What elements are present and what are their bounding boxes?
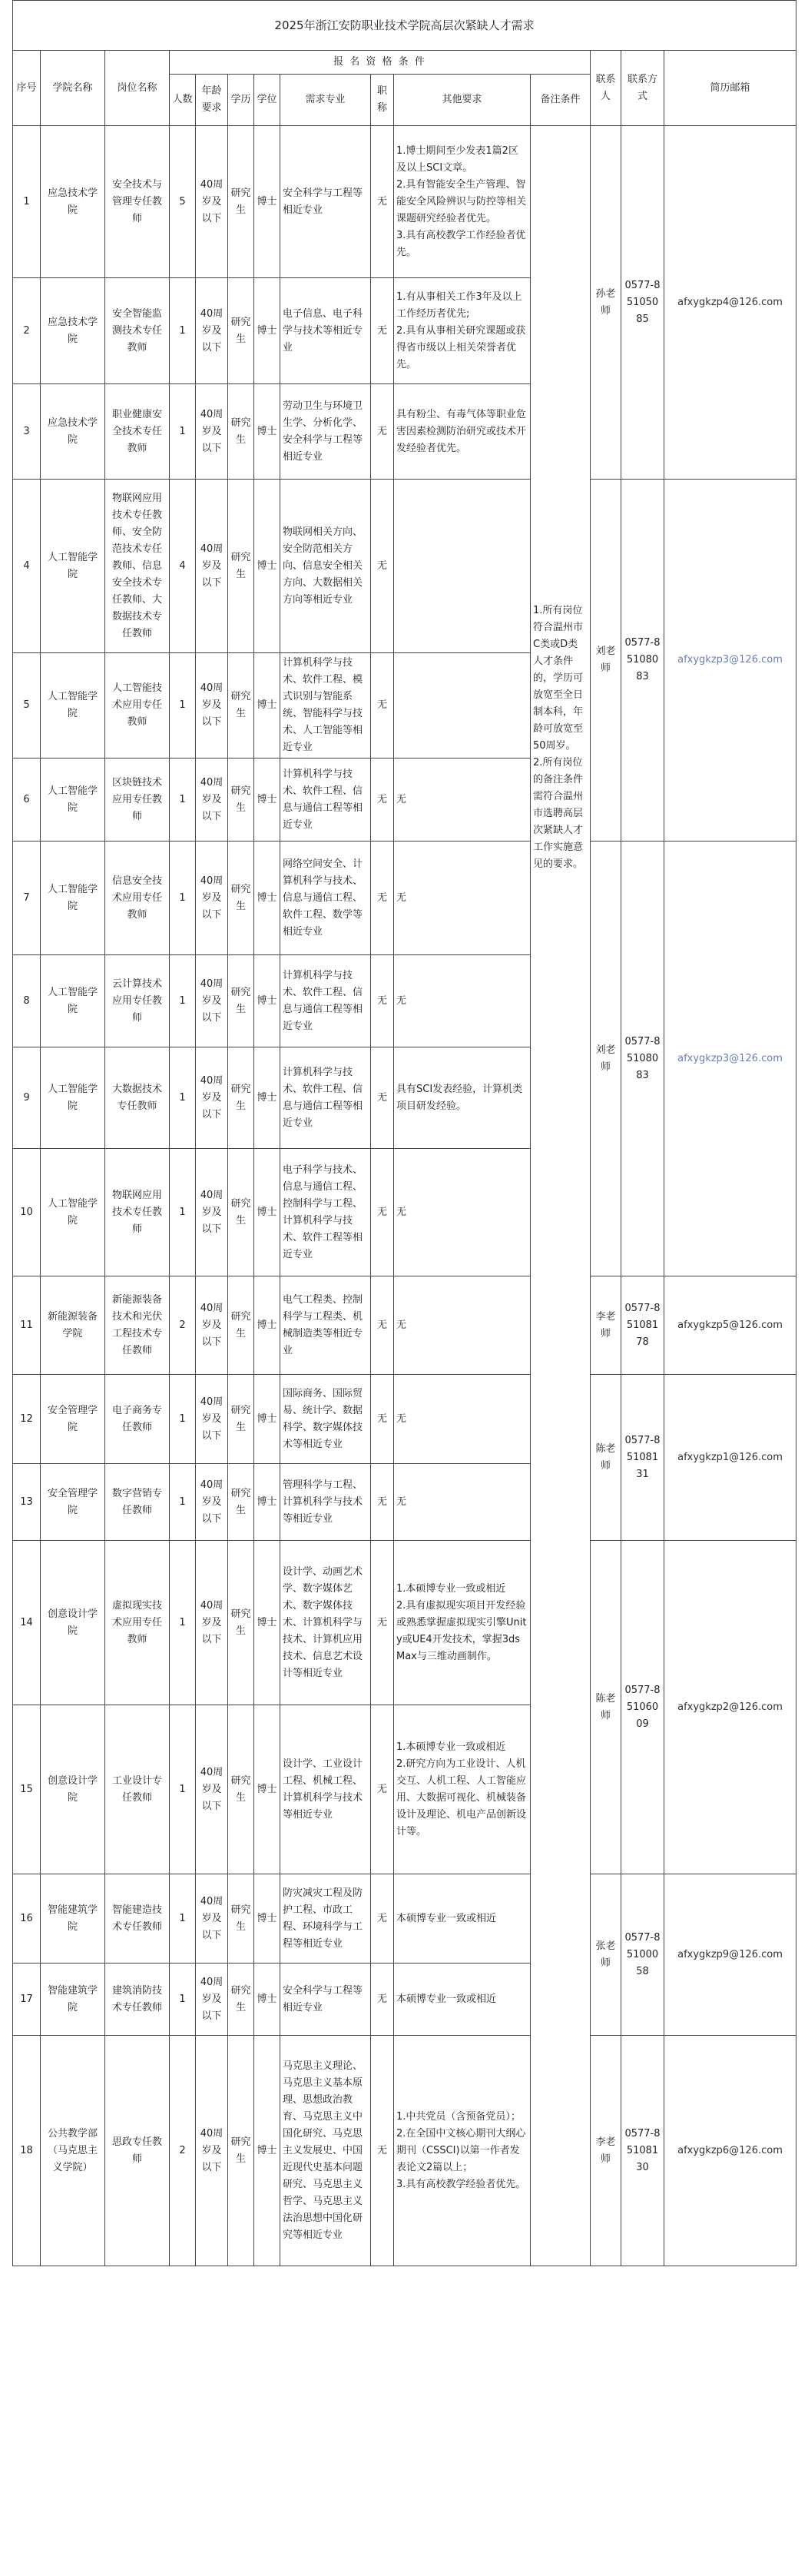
row-position: 虚拟现实技术应用专任教师 — [105, 1541, 170, 1705]
row-age: 40周岁及以下 — [196, 955, 228, 1047]
contact-name: 陈老师 — [591, 1375, 621, 1541]
row-title: 无 — [371, 1276, 394, 1375]
row-college: 应急技术学院 — [41, 384, 105, 480]
row-other: 无 — [394, 955, 531, 1047]
row-other: 无 — [394, 842, 531, 955]
row-college: 人工智能学院 — [41, 842, 105, 955]
row-college: 应急技术学院 — [41, 278, 105, 384]
row-title: 无 — [371, 1149, 394, 1276]
contact-email[interactable]: afxygkzp3@126.com — [664, 480, 796, 842]
row-college: 安全管理学院 — [41, 1464, 105, 1541]
row-count: 1 — [170, 1375, 196, 1464]
row-title: 无 — [371, 1874, 394, 1964]
row-college: 创意设计学院 — [41, 1705, 105, 1874]
row-college: 人工智能学院 — [41, 480, 105, 653]
contact-email: afxygkzp5@126.com — [664, 1276, 796, 1375]
row-degree: 博士 — [254, 1149, 280, 1276]
row-major: 劳动卫生与环境卫生学、分析化学、安全科学与工程等相近专业 — [280, 384, 371, 480]
table-row — [13, 126, 796, 278]
row-age: 40周岁及以下 — [196, 126, 228, 278]
row-age: 40周岁及以下 — [196, 1874, 228, 1964]
row-major: 安全科学与工程等相近专业 — [280, 126, 371, 278]
contact-email: afxygkzp1@126.com — [664, 1375, 796, 1541]
contact-name: 张老师 — [591, 1874, 621, 2036]
row-title: 无 — [371, 2036, 394, 2266]
header-other: 其他要求 — [394, 75, 531, 126]
row-major: 计算机科学与技术、软件工程、信息与通信工程等相近专业 — [280, 1047, 371, 1149]
row-position: 安全技术与管理专任教师 — [105, 126, 170, 278]
row-education: 研究生 — [228, 1964, 254, 2036]
row-major: 设计学、工业设计工程、机械工程、计算机科学与技术等相近专业 — [280, 1705, 371, 1874]
row-major: 防灾减灾工程及防护工程、市政工程、环境科学与工程等相近专业 — [280, 1874, 371, 1964]
row-index: 16 — [13, 1874, 41, 1964]
row-degree: 博士 — [254, 278, 280, 384]
row-other: 1.中共党员（含预备党员）； 2.在全国中文核心期刊大纲心期刊（CSSCI)以第一作者发表论文2篇以上； 3.具有高校教学经验者优先。 — [394, 2036, 531, 2266]
row-title: 无 — [371, 1541, 394, 1705]
recruitment-table — [12, 0, 796, 2266]
row-age: 40周岁及以下 — [196, 2036, 228, 2266]
row-title: 无 — [371, 384, 394, 480]
header-index: 序号 — [13, 51, 41, 126]
row-index: 12 — [13, 1375, 41, 1464]
row-count: 1 — [170, 1705, 196, 1874]
row-degree: 博士 — [254, 842, 280, 955]
header-education: 学历 — [228, 75, 254, 126]
table-row — [13, 1874, 796, 1964]
row-count: 1 — [170, 1047, 196, 1149]
table-row — [13, 480, 796, 653]
row-age: 40周岁及以下 — [196, 759, 228, 842]
row-position: 电子商务专任教师 — [105, 1375, 170, 1464]
header-college: 学院名称 — [41, 51, 105, 126]
row-title: 无 — [371, 759, 394, 842]
contact-phone: 0577-85100058 — [621, 1874, 664, 2036]
row-degree: 博士 — [254, 384, 280, 480]
row-other: 具有粉尘、有毒气体等职业危害因素检测防治研究或技术开发经验者优先。 — [394, 384, 531, 480]
row-major: 马克思主义理论、马克思主义基本原理、思想政治教育、马克思主义中国化研究、马克思主义发展史、中国近现代史基本问题研究、马克思主义哲学、马克思主义法治思想中国化研究等相近专业 — [280, 2036, 371, 2266]
header-major: 需求专业 — [280, 75, 371, 126]
row-college: 智能建筑学院 — [41, 1874, 105, 1964]
row-degree: 博士 — [254, 1276, 280, 1375]
row-degree: 博士 — [254, 1964, 280, 2036]
row-degree: 博士 — [254, 1705, 280, 1874]
row-age: 40周岁及以下 — [196, 1964, 228, 2036]
header-title: 职称 — [371, 75, 394, 126]
row-major: 物联网相关方向、安全防范相关方向、信息安全相关方向、大数据相关方向等相近专业 — [280, 480, 371, 653]
row-college: 人工智能学院 — [41, 955, 105, 1047]
row-degree: 博士 — [254, 2036, 280, 2266]
header-phone: 联系方式 — [621, 51, 664, 126]
row-college: 人工智能学院 — [41, 759, 105, 842]
row-position: 工业设计专任教师 — [105, 1705, 170, 1874]
row-title: 无 — [371, 842, 394, 955]
row-count: 1 — [170, 1964, 196, 2036]
row-age: 40周岁及以下 — [196, 384, 228, 480]
header-age: 年龄要求 — [196, 75, 228, 126]
row-major: 国际商务、国际贸易、统计学、数据科学、数字媒体技术等相近专业 — [280, 1375, 371, 1464]
row-position: 区块链技术应用专任教师 — [105, 759, 170, 842]
row-major: 电子科学与技术、信息与通信工程、控制科学与工程、计算机科学与技术、软件工程等相近专业 — [280, 1149, 371, 1276]
row-age: 40周岁及以下 — [196, 1705, 228, 1874]
row-education: 研究生 — [228, 1047, 254, 1149]
row-other: 无 — [394, 1464, 531, 1541]
row-major: 设计学、动画艺术学、数字媒体艺术、数字媒体技术、计算机科学与技术、计算机应用技术、信息艺术设计等相近专业 — [280, 1541, 371, 1705]
row-age: 40周岁及以下 — [196, 842, 228, 955]
recruitment-document — [12, 0, 796, 2576]
row-position: 信息安全技术应用专任教师 — [105, 842, 170, 955]
row-position: 智能建造技术专任教师 — [105, 1874, 170, 1964]
row-education: 研究生 — [228, 1464, 254, 1541]
header-degree: 学位 — [254, 75, 280, 126]
header-requirements-group: 报 名 资 格 条 件 — [170, 51, 591, 75]
row-position: 人工智能技术应用专任教师 — [105, 653, 170, 759]
table-row — [13, 1276, 796, 1375]
contact-phone: 0577-85106009 — [621, 1541, 664, 1874]
row-position: 物联网应用技术专任教师、安全防范技术专任教师、信息安全技术专任教师、大数据技术专任教师 — [105, 480, 170, 653]
contact-phone: 0577-85108178 — [621, 1276, 664, 1375]
row-index: 2 — [13, 278, 41, 384]
row-index: 11 — [13, 1276, 41, 1375]
contact-name: 孙老师 — [591, 126, 621, 480]
row-education: 研究生 — [228, 384, 254, 480]
row-major: 计算机科学与技术、软件工程、信息与通信工程等相近专业 — [280, 759, 371, 842]
row-title: 无 — [371, 653, 394, 759]
row-college: 智能建筑学院 — [41, 1964, 105, 2036]
row-other: 无 — [394, 1149, 531, 1276]
row-major: 电气工程类、控制科学与工程类、机械制造类等相近专业 — [280, 1276, 371, 1375]
row-count: 5 — [170, 126, 196, 278]
header-contact: 联系人 — [591, 51, 621, 126]
row-title: 无 — [371, 126, 394, 278]
row-position: 大数据技术专任教师 — [105, 1047, 170, 1149]
row-position: 建筑消防技术专任教师 — [105, 1964, 170, 2036]
row-index: 4 — [13, 480, 41, 653]
row-age: 40周岁及以下 — [196, 1047, 228, 1149]
row-count: 1 — [170, 278, 196, 384]
row-title: 无 — [371, 278, 394, 384]
row-degree: 博士 — [254, 1375, 280, 1464]
row-college: 安全管理学院 — [41, 1375, 105, 1464]
row-education: 研究生 — [228, 1149, 254, 1276]
row-education: 研究生 — [228, 759, 254, 842]
row-title: 无 — [371, 1047, 394, 1149]
row-education: 研究生 — [228, 1874, 254, 1964]
row-position: 职业健康安全技术专任教师 — [105, 384, 170, 480]
row-index: 8 — [13, 955, 41, 1047]
row-major: 安全科学与工程等相近专业 — [280, 1964, 371, 2036]
row-count: 1 — [170, 955, 196, 1047]
row-education: 研究生 — [228, 955, 254, 1047]
contact-email: afxygkzp2@126.com — [664, 1541, 796, 1874]
row-count: 1 — [170, 1541, 196, 1705]
row-count: 1 — [170, 384, 196, 480]
row-college: 人工智能学院 — [41, 653, 105, 759]
row-other: 本硕博专业一致或相近 — [394, 1874, 531, 1964]
row-education: 研究生 — [228, 653, 254, 759]
table-row — [13, 842, 796, 955]
row-index: 15 — [13, 1705, 41, 1874]
row-degree: 博士 — [254, 1874, 280, 1964]
row-major: 计算机科学与技术、软件工程、信息与通信工程等相近专业 — [280, 955, 371, 1047]
row-education: 研究生 — [228, 2036, 254, 2266]
contact-email: afxygkzp9@126.com — [664, 1874, 796, 2036]
row-education: 研究生 — [228, 480, 254, 653]
row-age: 40周岁及以下 — [196, 653, 228, 759]
row-degree: 博士 — [254, 653, 280, 759]
row-title: 无 — [371, 1464, 394, 1541]
row-other — [394, 653, 531, 759]
row-education: 研究生 — [228, 1541, 254, 1705]
row-count: 4 — [170, 480, 196, 653]
row-position: 安全智能监测技术专任教师 — [105, 278, 170, 384]
row-other: 1.博士期间至少发表1篇2区及以上SCI文章。 2.具有智能安全生产管理、智能安全风险辨识与防控等相关课题研究经验者优先。 3.具有高校教学工作经验者优先。 — [394, 126, 531, 278]
row-age: 40周岁及以下 — [196, 1464, 228, 1541]
row-major: 计算机科学与技术、软件工程、模式识别与智能系统、智能科学与技术、人工智能等相近专业 — [280, 653, 371, 759]
row-index: 14 — [13, 1541, 41, 1705]
row-position: 数字营销专任教师 — [105, 1464, 170, 1541]
row-other: 本硕博专业一致或相近 — [394, 1964, 531, 2036]
row-major: 电子信息、电子科学与技术等相近专业 — [280, 278, 371, 384]
row-index: 1 — [13, 126, 41, 278]
row-degree: 博士 — [254, 1047, 280, 1149]
row-title: 无 — [371, 480, 394, 653]
row-degree: 博士 — [254, 480, 280, 653]
row-position: 云计算技术应用专任教师 — [105, 955, 170, 1047]
row-education: 研究生 — [228, 1276, 254, 1375]
row-index: 9 — [13, 1047, 41, 1149]
row-age: 40周岁及以下 — [196, 1149, 228, 1276]
contact-email: afxygkzp6@126.com — [664, 2036, 796, 2266]
row-index: 3 — [13, 384, 41, 480]
contact-name: 李老师 — [591, 2036, 621, 2266]
row-college: 人工智能学院 — [41, 1047, 105, 1149]
table-row — [13, 1541, 796, 1705]
row-other: 无 — [394, 1375, 531, 1464]
row-education: 研究生 — [228, 1705, 254, 1874]
contact-phone: 0577-85105085 — [621, 126, 664, 480]
row-other: 无 — [394, 759, 531, 842]
row-degree: 博士 — [254, 955, 280, 1047]
contact-name: 刘老师 — [591, 842, 621, 1276]
row-index: 5 — [13, 653, 41, 759]
row-education: 研究生 — [228, 1375, 254, 1464]
row-index: 17 — [13, 1964, 41, 2036]
row-other: 无 — [394, 1276, 531, 1375]
row-age: 40周岁及以下 — [196, 1375, 228, 1464]
row-age: 40周岁及以下 — [196, 1276, 228, 1375]
contact-name: 李老师 — [591, 1276, 621, 1375]
contact-email: afxygkzp4@126.com — [664, 126, 796, 480]
row-degree: 博士 — [254, 1541, 280, 1705]
row-age: 40周岁及以下 — [196, 1541, 228, 1705]
row-other: 具有SCI发表经验，计算机类项目研发经验。 — [394, 1047, 531, 1149]
row-college: 人工智能学院 — [41, 1149, 105, 1276]
row-age: 40周岁及以下 — [196, 480, 228, 653]
contact-phone: 0577-85108131 — [621, 1375, 664, 1541]
row-position: 物联网应用技术专任教师 — [105, 1149, 170, 1276]
row-index: 6 — [13, 759, 41, 842]
row-degree: 博士 — [254, 1464, 280, 1541]
row-index: 7 — [13, 842, 41, 955]
contact-name: 陈老师 — [591, 1541, 621, 1874]
row-education: 研究生 — [228, 278, 254, 384]
page-title: 2025年浙江安防职业技术学院高层次紧缺人才需求 — [13, 1, 796, 51]
contact-phone: 0577-85108130 — [621, 2036, 664, 2266]
header-position: 岗位名称 — [105, 51, 170, 126]
row-position: 思政专任教师 — [105, 2036, 170, 2266]
row-count: 1 — [170, 759, 196, 842]
row-other: 1.有从事相关工作3年及以上工作经历者优先; 2.具有从事相关研究课题或获得省市级以上相关荣誉者优先。 — [394, 278, 531, 384]
row-age: 40周岁及以下 — [196, 278, 228, 384]
row-degree: 博士 — [254, 759, 280, 842]
row-position: 新能源装备技术和光伏工程技术专任教师 — [105, 1276, 170, 1375]
contact-phone: 0577-85108083 — [621, 842, 664, 1276]
table-row — [13, 2036, 796, 2266]
row-college: 应急技术学院 — [41, 126, 105, 278]
row-title: 无 — [371, 1705, 394, 1874]
row-index: 18 — [13, 2036, 41, 2266]
note-cell: 1.所有岗位符合温州市C类或D类人才条件的，学历可放宽至全日制本科，年龄可放宽至50周岁。 2.所有岗位的备注条件需符合温州市选聘高层次紧缺人才工作实施意见的要求。 — [531, 126, 591, 2266]
row-count: 2 — [170, 2036, 196, 2266]
row-title: 无 — [371, 1964, 394, 2036]
row-education: 研究生 — [228, 126, 254, 278]
row-count: 1 — [170, 1149, 196, 1276]
header-email: 简历邮箱 — [664, 51, 796, 126]
row-count: 1 — [170, 653, 196, 759]
row-count: 1 — [170, 842, 196, 955]
row-major: 网络空间安全、计算机科学与技术、信息与通信工程、软件工程、数学等相近专业 — [280, 842, 371, 955]
row-other: 1.本硕博专业一致或相近 2.研究方向为工业设计、人机交互、人机工程、人工智能应用、大数据可视化、机械装备设计及理论、机电产品创新设计等。 — [394, 1705, 531, 1874]
row-education: 研究生 — [228, 842, 254, 955]
row-college: 创意设计学院 — [41, 1541, 105, 1705]
contact-phone: 0577-85108083 — [621, 480, 664, 842]
table-row — [13, 1375, 796, 1464]
row-college: 新能源装备学院 — [41, 1276, 105, 1375]
row-other — [394, 480, 531, 653]
row-degree: 博士 — [254, 126, 280, 278]
row-index: 13 — [13, 1464, 41, 1541]
row-count: 1 — [170, 1464, 196, 1541]
row-title: 无 — [371, 955, 394, 1047]
contact-email[interactable]: afxygkzp3@126.com — [664, 842, 796, 1276]
row-count: 2 — [170, 1276, 196, 1375]
row-title: 无 — [371, 1375, 394, 1464]
contact-name: 刘老师 — [591, 480, 621, 842]
row-college: 公共教学部（马克思主义学院） — [41, 2036, 105, 2266]
row-index: 10 — [13, 1149, 41, 1276]
row-count: 1 — [170, 1874, 196, 1964]
row-other: 1.本硕博专业一致或相近 2.具有虚拟现实项目开发经验或熟悉掌握虚拟现实引擎Unity或UE4开发技术，掌握3ds Max与三维动画制作。 — [394, 1541, 531, 1705]
row-major: 管理科学与工程、计算机科学与技术等相近专业 — [280, 1464, 371, 1541]
header-note: 备注条件 — [531, 75, 591, 126]
header-count: 人数 — [170, 75, 196, 126]
